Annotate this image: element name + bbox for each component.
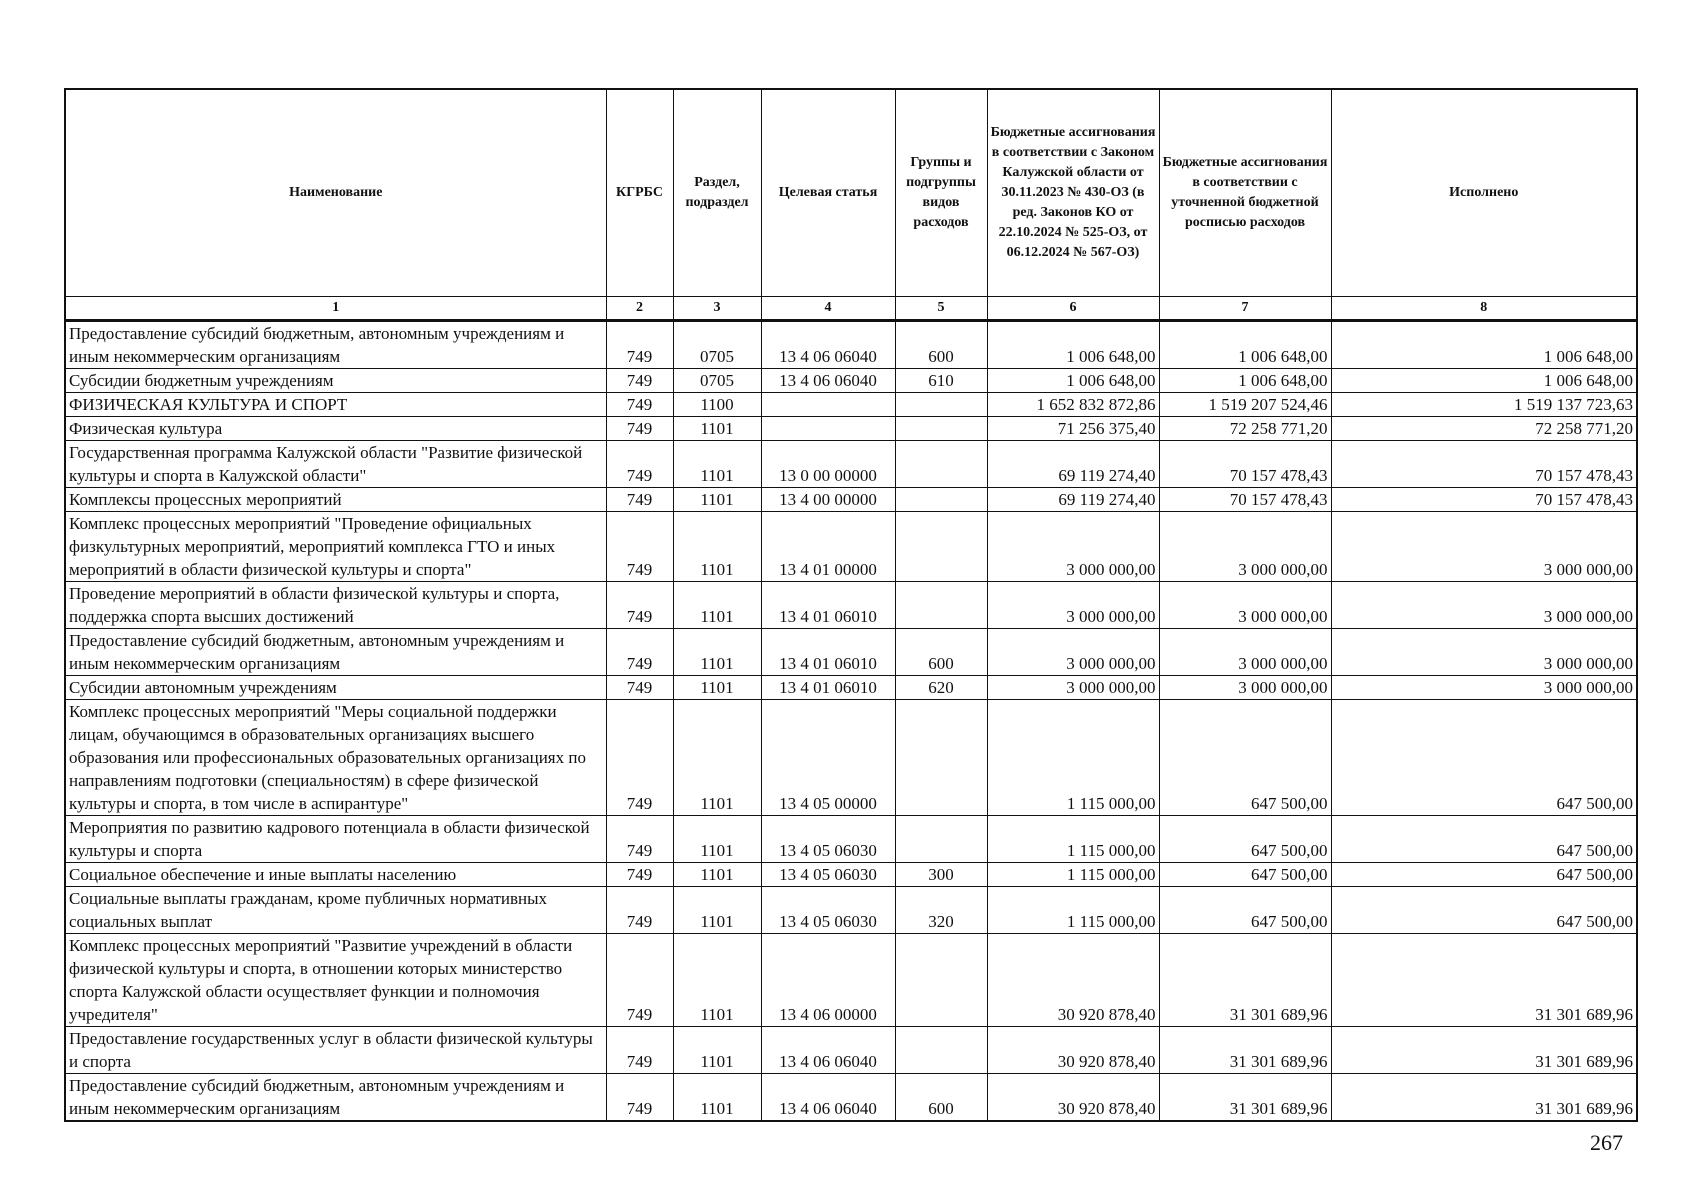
table-row (65, 887, 1637, 934)
cell-ba-rospis: 31 301 689,96 (1159, 934, 1331, 1027)
page-number: 267 (1590, 1130, 1623, 1155)
cell-ispolneno: 3 000 000,00 (1331, 512, 1637, 582)
column-numbers-row (65, 297, 1637, 321)
cell-ba-zakon: 3 000 000,00 (987, 582, 1159, 629)
cell-ba-zakon: 1 006 648,00 (987, 369, 1159, 393)
table-row (65, 441, 1637, 488)
cell-ispolneno: 31 301 689,96 (1331, 1074, 1637, 1122)
cell-kgrbs: 749 (606, 417, 673, 441)
header-ba-zakon: Бюджетные ассигнования в соответствии с Законом Калужской области от 30.11.2023 № 430-ОЗ (в ред. Законов КО от 22.10.2024 № 525-ОЗ, от 06.12.2024 № 567-ОЗ) (987, 89, 1159, 297)
cell-name: Мероприятия по развитию кадрового потенциала в области физической культуры и спорта (65, 816, 606, 863)
cell-razdel: 1101 (673, 441, 761, 488)
cell-celevaya: 13 4 06 06040 (761, 321, 895, 369)
cell-razdel: 1101 (673, 417, 761, 441)
cell-gruppa: 620 (895, 676, 987, 700)
cell-ba-rospis: 3 000 000,00 (1159, 582, 1331, 629)
cell-ba-zakon: 3 000 000,00 (987, 676, 1159, 700)
cell-ba-zakon: 30 920 878,40 (987, 1074, 1159, 1122)
cell-kgrbs: 749 (606, 393, 673, 417)
cell-razdel: 1101 (673, 887, 761, 934)
cell-kgrbs: 749 (606, 582, 673, 629)
cell-gruppa (895, 1027, 987, 1074)
cell-kgrbs: 749 (606, 488, 673, 512)
cell-ba-rospis: 647 500,00 (1159, 816, 1331, 863)
cell-ba-rospis: 647 500,00 (1159, 863, 1331, 887)
cell-ispolneno: 647 500,00 (1331, 700, 1637, 816)
header-celevaya: Целевая статья (761, 89, 895, 297)
cell-razdel: 1101 (673, 629, 761, 676)
cell-celevaya (761, 393, 895, 417)
column-number: 2 (606, 297, 673, 321)
cell-gruppa (895, 441, 987, 488)
cell-ba-zakon: 1 115 000,00 (987, 700, 1159, 816)
table-row (65, 512, 1637, 582)
cell-ispolneno: 70 157 478,43 (1331, 441, 1637, 488)
cell-ba-zakon: 30 920 878,40 (987, 934, 1159, 1027)
table-row (65, 863, 1637, 887)
table-row (65, 1027, 1637, 1074)
cell-ba-rospis: 72 258 771,20 (1159, 417, 1331, 441)
cell-name: Предоставление субсидий бюджетным, автономным учреждениям и иным некоммерческим организациям (65, 321, 606, 369)
cell-name: Комплекс процессных мероприятий "Меры социальной поддержки лицам, обучающимся в образовательных организациях высшего образования или профессиональных образовательных организациях по направлениям подготовки (специальностям) в сфере физической культуры и спорта, в том числе в аспирантуре" (65, 700, 606, 816)
cell-gruppa (895, 417, 987, 441)
header-kgrbs: КГРБС (606, 89, 673, 297)
cell-razdel: 1101 (673, 863, 761, 887)
cell-celevaya: 13 4 05 06030 (761, 863, 895, 887)
cell-name: Проведение мероприятий в области физической культуры и спорта, поддержка спорта высших достижений (65, 582, 606, 629)
cell-ispolneno: 31 301 689,96 (1331, 934, 1637, 1027)
cell-razdel: 0705 (673, 321, 761, 369)
cell-gruppa (895, 582, 987, 629)
cell-celevaya: 13 4 06 06040 (761, 1027, 895, 1074)
cell-celevaya: 13 4 01 06010 (761, 676, 895, 700)
cell-gruppa: 610 (895, 369, 987, 393)
cell-celevaya: 13 4 01 06010 (761, 629, 895, 676)
cell-ba-zakon: 30 920 878,40 (987, 1027, 1159, 1074)
column-number: 8 (1331, 297, 1637, 321)
cell-celevaya: 13 4 05 00000 (761, 700, 895, 816)
table-row (65, 816, 1637, 863)
cell-name: Комплексы процессных мероприятий (65, 488, 606, 512)
table-row (65, 369, 1637, 393)
cell-kgrbs: 749 (606, 629, 673, 676)
table-body (65, 321, 1637, 1122)
cell-razdel: 1101 (673, 676, 761, 700)
cell-razdel: 1101 (673, 934, 761, 1027)
cell-celevaya: 13 4 06 00000 (761, 934, 895, 1027)
cell-ispolneno: 72 258 771,20 (1331, 417, 1637, 441)
cell-kgrbs: 749 (606, 863, 673, 887)
cell-razdel: 1101 (673, 816, 761, 863)
cell-ba-rospis: 647 500,00 (1159, 887, 1331, 934)
cell-ba-zakon: 1 652 832 872,86 (987, 393, 1159, 417)
column-number: 3 (673, 297, 761, 321)
cell-kgrbs: 749 (606, 1074, 673, 1122)
cell-ba-rospis: 1 006 648,00 (1159, 321, 1331, 369)
header-razdel: Раздел, подраздел (673, 89, 761, 297)
cell-razdel: 0705 (673, 369, 761, 393)
cell-name: Предоставление государственных услуг в области физической культуры и спорта (65, 1027, 606, 1074)
column-number: 4 (761, 297, 895, 321)
column-number: 6 (987, 297, 1159, 321)
table-row (65, 700, 1637, 816)
cell-gruppa (895, 488, 987, 512)
cell-kgrbs: 749 (606, 512, 673, 582)
cell-kgrbs: 749 (606, 321, 673, 369)
cell-celevaya: 13 4 01 00000 (761, 512, 895, 582)
cell-ispolneno: 647 500,00 (1331, 863, 1637, 887)
cell-celevaya: 13 4 00 00000 (761, 488, 895, 512)
cell-razdel: 1100 (673, 393, 761, 417)
cell-celevaya: 13 4 05 06030 (761, 816, 895, 863)
table-row (65, 417, 1637, 441)
cell-ba-zakon: 69 119 274,40 (987, 488, 1159, 512)
cell-ba-rospis: 1 519 207 524,46 (1159, 393, 1331, 417)
cell-razdel: 1101 (673, 488, 761, 512)
cell-gruppa: 600 (895, 1074, 987, 1122)
cell-name: Предоставление субсидий бюджетным, автономным учреждениям и иным некоммерческим организациям (65, 629, 606, 676)
table-row (65, 629, 1637, 676)
header-gruppy: Группы и подгруппы видов расходов (895, 89, 987, 297)
budget-table (64, 88, 1638, 1122)
report-sheet (64, 88, 1636, 1122)
cell-ba-rospis: 31 301 689,96 (1159, 1027, 1331, 1074)
cell-kgrbs: 749 (606, 676, 673, 700)
table-row (65, 582, 1637, 629)
cell-gruppa (895, 934, 987, 1027)
table-row (65, 321, 1637, 369)
cell-kgrbs: 749 (606, 934, 673, 1027)
cell-ispolneno: 1 006 648,00 (1331, 321, 1637, 369)
table-row (65, 1074, 1637, 1122)
header-row (65, 89, 1637, 297)
column-number: 7 (1159, 297, 1331, 321)
cell-celevaya: 13 4 01 06010 (761, 582, 895, 629)
cell-ba-rospis: 3 000 000,00 (1159, 676, 1331, 700)
column-number: 1 (65, 297, 606, 321)
cell-ispolneno: 1 519 137 723,63 (1331, 393, 1637, 417)
table-header (65, 89, 1637, 321)
cell-ba-zakon: 1 115 000,00 (987, 816, 1159, 863)
cell-celevaya: 13 4 06 06040 (761, 1074, 895, 1122)
cell-ispolneno: 647 500,00 (1331, 887, 1637, 934)
cell-razdel: 1101 (673, 700, 761, 816)
cell-ba-zakon: 3 000 000,00 (987, 629, 1159, 676)
cell-kgrbs: 749 (606, 816, 673, 863)
cell-celevaya: 13 4 06 06040 (761, 369, 895, 393)
cell-gruppa (895, 816, 987, 863)
cell-name: ФИЗИЧЕСКАЯ КУЛЬТУРА И СПОРТ (65, 393, 606, 417)
cell-ispolneno: 70 157 478,43 (1331, 488, 1637, 512)
cell-ba-rospis: 647 500,00 (1159, 700, 1331, 816)
cell-name: Физическая культура (65, 417, 606, 441)
cell-ispolneno: 3 000 000,00 (1331, 676, 1637, 700)
cell-gruppa (895, 512, 987, 582)
cell-kgrbs: 749 (606, 700, 673, 816)
cell-razdel: 1101 (673, 1027, 761, 1074)
cell-ba-zakon: 69 119 274,40 (987, 441, 1159, 488)
cell-ispolneno: 3 000 000,00 (1331, 629, 1637, 676)
cell-gruppa: 600 (895, 629, 987, 676)
cell-gruppa: 300 (895, 863, 987, 887)
column-number: 5 (895, 297, 987, 321)
cell-ba-rospis: 31 301 689,96 (1159, 1074, 1331, 1122)
cell-ba-zakon: 3 000 000,00 (987, 512, 1159, 582)
cell-ba-zakon: 1 115 000,00 (987, 887, 1159, 934)
cell-ba-rospis: 70 157 478,43 (1159, 488, 1331, 512)
cell-ispolneno: 3 000 000,00 (1331, 582, 1637, 629)
cell-kgrbs: 749 (606, 369, 673, 393)
cell-ba-zakon: 71 256 375,40 (987, 417, 1159, 441)
cell-gruppa: 320 (895, 887, 987, 934)
cell-name: Социальное обеспечение и иные выплаты населению (65, 863, 606, 887)
cell-celevaya (761, 417, 895, 441)
cell-razdel: 1101 (673, 582, 761, 629)
cell-ba-rospis: 70 157 478,43 (1159, 441, 1331, 488)
cell-name: Государственная программа Калужской области "Развитие физической культуры и спорта в Калужской области" (65, 441, 606, 488)
cell-gruppa: 600 (895, 321, 987, 369)
cell-ba-rospis: 3 000 000,00 (1159, 629, 1331, 676)
cell-name: Комплекс процессных мероприятий "Проведение официальных физкультурных мероприятий, мероприятий комплекса ГТО и иных мероприятий в области физической культуры и спорта" (65, 512, 606, 582)
cell-gruppa (895, 393, 987, 417)
cell-ba-rospis: 1 006 648,00 (1159, 369, 1331, 393)
header-ba-rospis: Бюджетные ассигнования в соответствии с уточненной бюджетной росписью расходов (1159, 89, 1331, 297)
cell-ispolneno: 31 301 689,96 (1331, 1027, 1637, 1074)
header-ispolneno: Исполнено (1331, 89, 1637, 297)
cell-kgrbs: 749 (606, 1027, 673, 1074)
table-row (65, 488, 1637, 512)
cell-ba-rospis: 3 000 000,00 (1159, 512, 1331, 582)
cell-gruppa (895, 700, 987, 816)
cell-name: Социальные выплаты гражданам, кроме публичных нормативных социальных выплат (65, 887, 606, 934)
table-row (65, 393, 1637, 417)
header-name: Наименование (65, 89, 606, 297)
cell-ispolneno: 1 006 648,00 (1331, 369, 1637, 393)
cell-celevaya: 13 4 05 06030 (761, 887, 895, 934)
cell-ba-zakon: 1 006 648,00 (987, 321, 1159, 369)
cell-name: Комплекс процессных мероприятий "Развитие учреждений в области физической культуры и спорта, в отношении которых министерство спорта Калужской области осуществляет функции и полномочия учредителя" (65, 934, 606, 1027)
cell-razdel: 1101 (673, 512, 761, 582)
cell-name: Предоставление субсидий бюджетным, автономным учреждениям и иным некоммерческим организациям (65, 1074, 606, 1122)
cell-kgrbs: 749 (606, 887, 673, 934)
table-row (65, 934, 1637, 1027)
cell-razdel: 1101 (673, 1074, 761, 1122)
cell-name: Субсидии автономным учреждениям (65, 676, 606, 700)
cell-ba-zakon: 1 115 000,00 (987, 863, 1159, 887)
cell-ispolneno: 647 500,00 (1331, 816, 1637, 863)
cell-kgrbs: 749 (606, 441, 673, 488)
cell-celevaya: 13 0 00 00000 (761, 441, 895, 488)
table-row (65, 676, 1637, 700)
cell-name: Субсидии бюджетным учреждениям (65, 369, 606, 393)
